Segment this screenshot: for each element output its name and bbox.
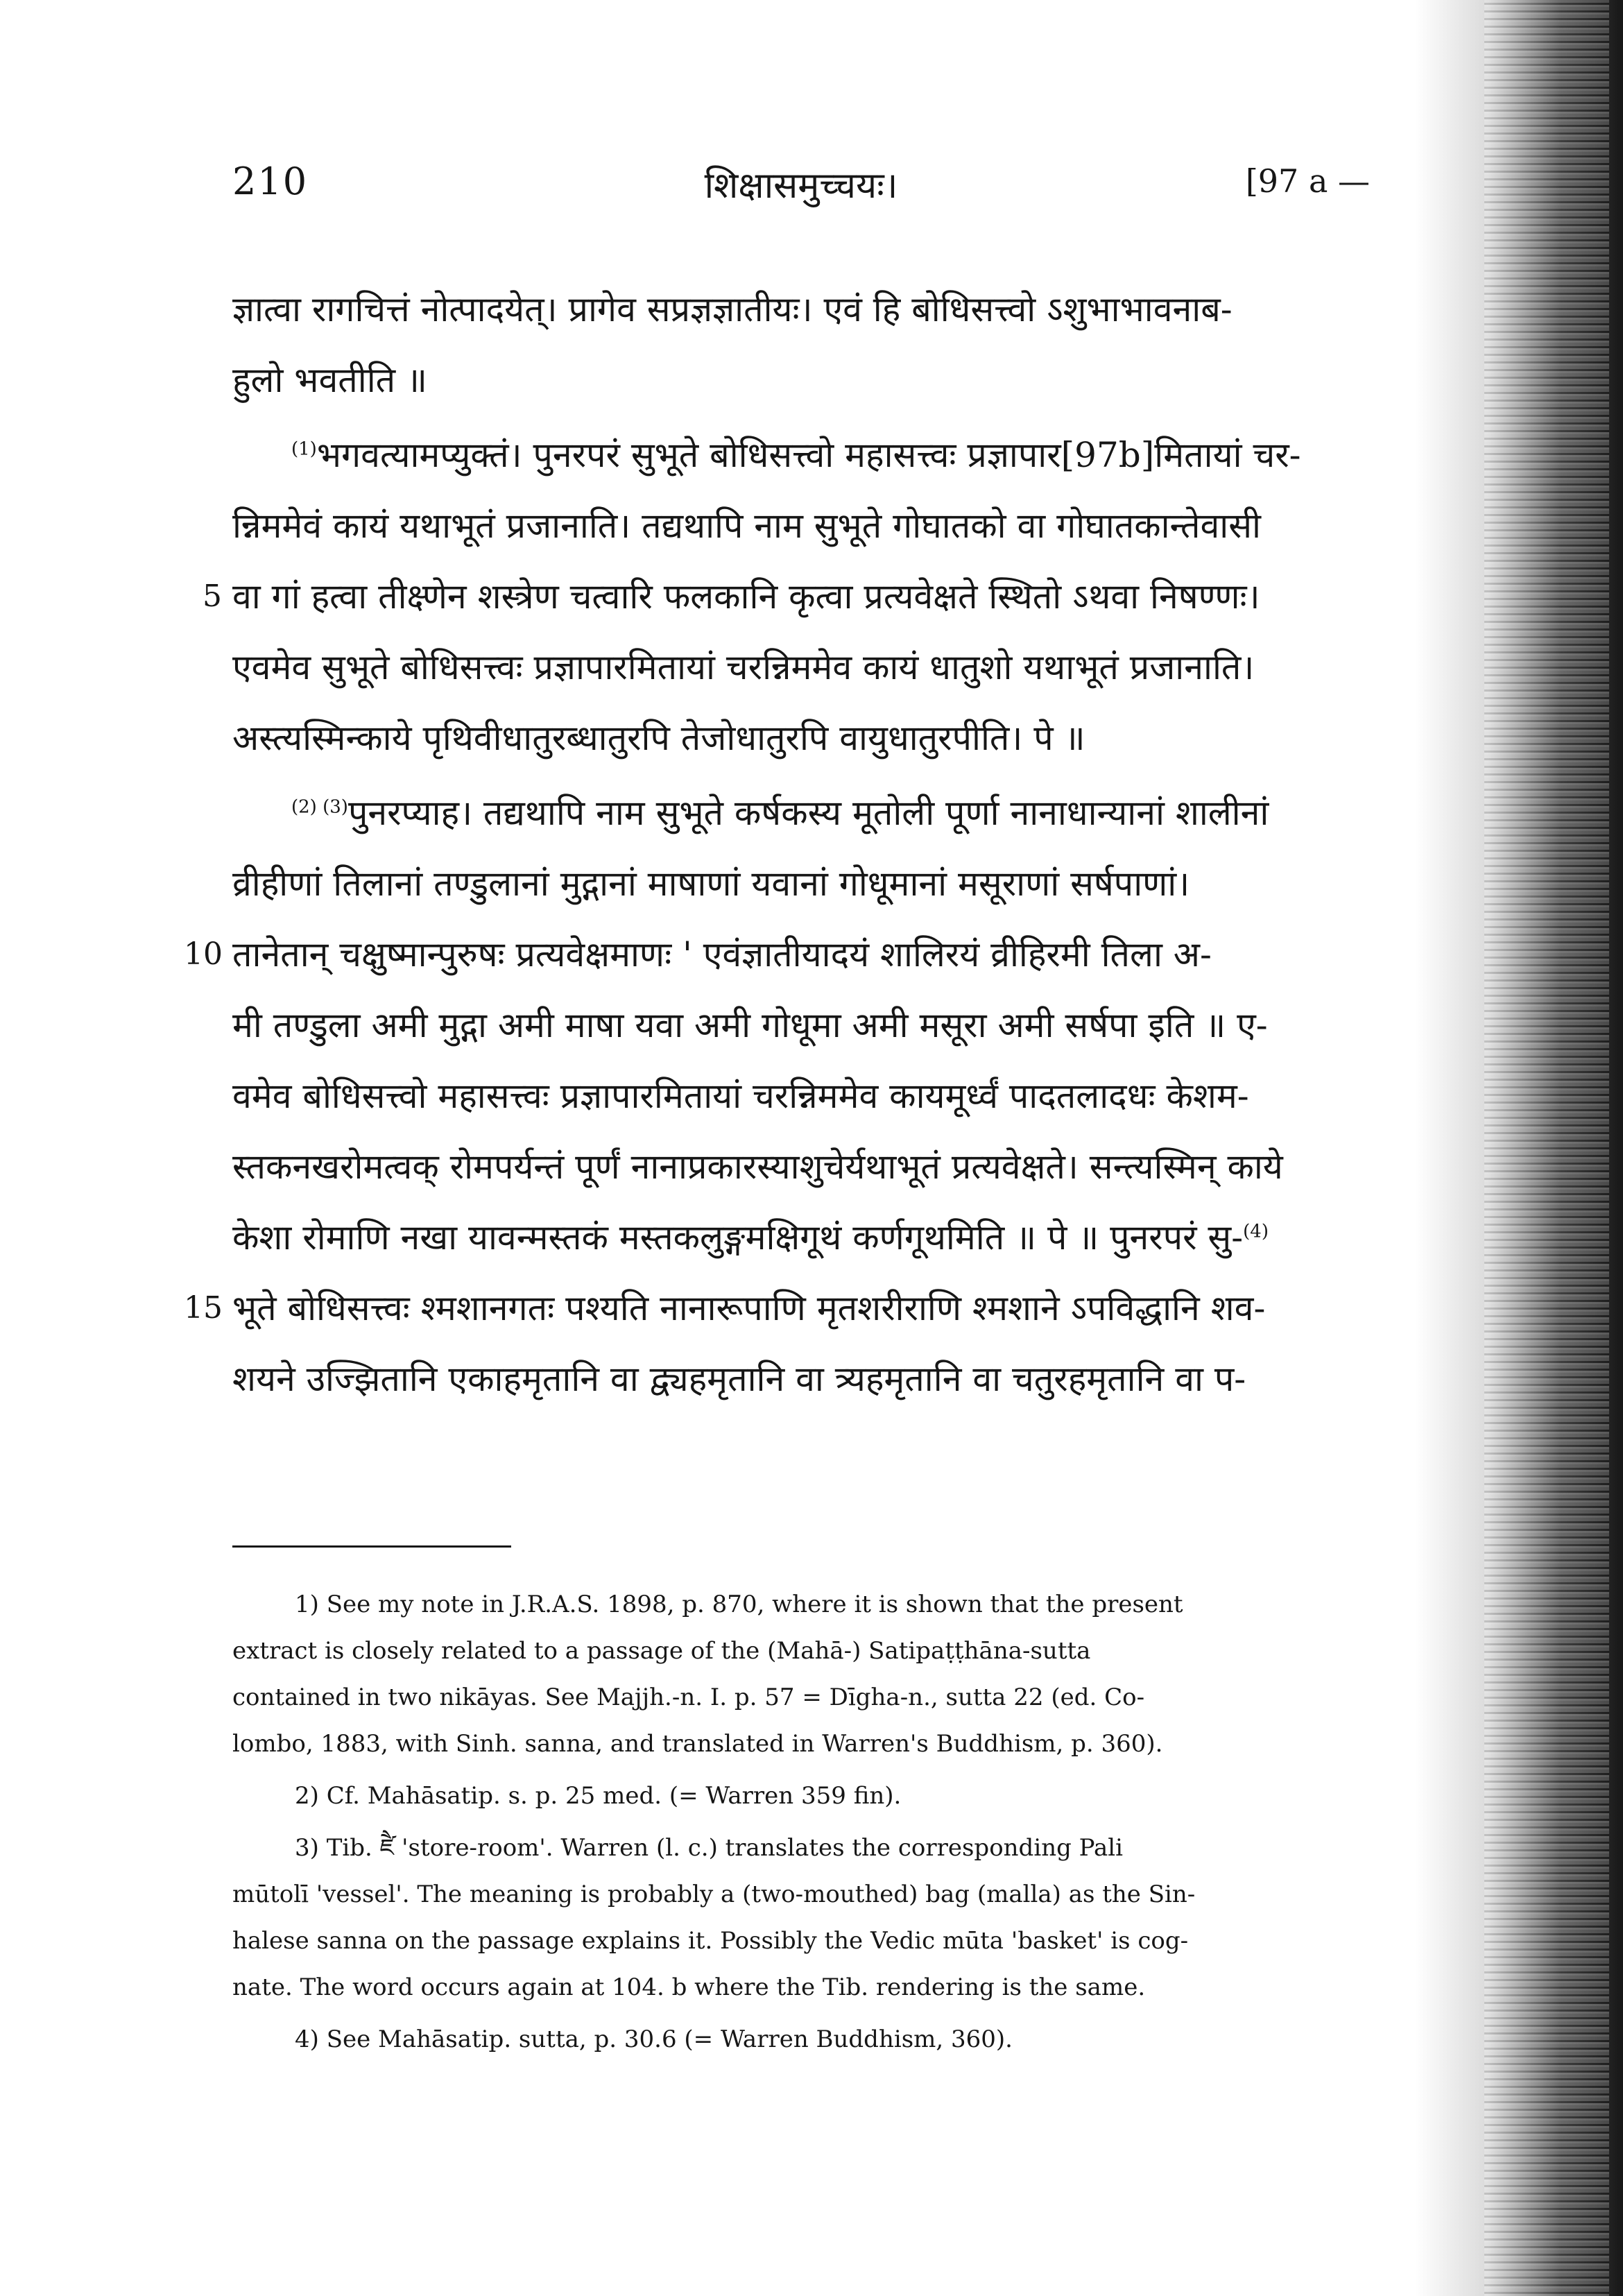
text-line	[232, 703, 1370, 773]
footnote-line: lombo, 1883, with Sinh. sanna, and translated in Warren's Buddhism, p. 360).	[232, 1730, 1163, 1758]
footnote-line: halese sanna on the passage explains it. Possibly the Vedic mūta 'basket' is cog-	[232, 1927, 1189, 1955]
line-number: 10	[184, 936, 223, 972]
line-number: 15	[184, 1290, 223, 1326]
page-number: 210	[232, 160, 309, 203]
section-marker: [97 a —	[1245, 162, 1370, 200]
footnote-ref: (2) (3)	[291, 796, 348, 818]
text-line	[232, 274, 1370, 345]
text-line	[232, 632, 1370, 703]
line-text: तानेतान् चक्षुष्मान्पुरुषः प्रत्यवेक्षमाणः ' एवंज्ञातीयादयं शालिरयं व्रीहिरमी तिला अ-	[232, 934, 1212, 975]
line-text: ज्ञात्वा रागचित्तं नोत्पादयेत्। प्रागेव सप्रज्ञज्ञातीयः। एवं हि बोधिसत्त्वो ऽशुभाभावनाब-	[232, 289, 1233, 329]
footnotes	[232, 1582, 1370, 2063]
footnote-line: 4) See Mahāsatip. sutta, p. 30.6 (= Warren Buddhism, 360).	[295, 2025, 1013, 2053]
line-text: वा गां हत्वा तीक्ष्णेन शस्त्रेण चत्वारि फलकानि कृत्वा प्रत्यवेक्षते स्थितो ऽथवा निषण्णः।	[232, 576, 1260, 617]
footnote-line: mūtolī 'vessel'. The meaning is probably a (two-mouthed) bag (malla) as the Sin-	[232, 1881, 1196, 1908]
text-line	[232, 420, 1370, 490]
page-header	[232, 160, 1370, 215]
footnote-ref: (4)	[1243, 1221, 1269, 1242]
line-text: शयने उज्झितानि एकाहमृतानि वा द्व्यहमृतानि वा त्र्यहमृतानि वा चतुरहमृतानि वा प-	[232, 1359, 1246, 1399]
footnote-line: nate. The word occurs again at 104. b where the Tib. rendering is the same.	[232, 1973, 1146, 2001]
text-line	[184, 1273, 1370, 1344]
text-line	[232, 1344, 1370, 1414]
text-line	[232, 1202, 1370, 1273]
footnote-1	[232, 1582, 1370, 1767]
text-line	[203, 561, 1370, 632]
footnote-line: 1) See my note in J.R.A.S. 1898, p. 870, where it is shown that the present	[295, 1591, 1183, 1618]
line-text: वमेव बोधिसत्त्वो महासत्त्वः प्रज्ञापारमितायां चरन्निममेव कायमूर्ध्वं पादतलादधः केशम-	[232, 1076, 1249, 1116]
scan-edge-texture	[1484, 0, 1609, 2296]
footnote-ref: (1)	[291, 438, 317, 460]
text-line	[232, 345, 1370, 415]
line-text: एवमेव सुभूते बोधिसत्त्वः प्रज्ञापारमितायां चरन्निममेव कायं धातुशो यथाभूतं प्रजानाति।	[232, 647, 1255, 687]
text-line	[184, 919, 1370, 990]
line-text: हुलो भवतीति ॥	[232, 360, 427, 400]
line-text: अस्त्यस्मिन्काये पृथिवीधातुरब्धातुरपि तेजोधातुरपि वायुधातुरपीति। पे ॥	[232, 718, 1085, 758]
line-text: स्तकनखरोमत्वक् रोमपर्यन्तं पूर्णं नानाप्रकारस्याशुचेर्यथाभूतं प्रत्यवेक्षते। सन्त्यस्मिन् काये	[232, 1147, 1283, 1187]
text-line	[232, 490, 1370, 561]
footnote-line: 3) Tib. ཛཻ 'store-room'. Warren (l. c.) translates the corresponding Pali	[295, 1834, 1124, 1862]
footnote-divider	[232, 1545, 511, 1548]
main-text	[184, 274, 1370, 1414]
footnote-line: extract is closely related to a passage of the (Mahā-) Satipaṭṭhāna-sutta	[232, 1637, 1091, 1665]
footnote-4	[232, 2016, 1370, 2063]
footnote-3	[232, 1825, 1370, 2011]
line-text: व्रीहीणां तिलानां तण्डुलानां मुद्गानां माषाणां यवानां गोधूमानां मसूराणां सर्षपाणां।	[232, 864, 1190, 904]
line-text: केशा रोमाणि नखा यावन्मस्तकं मस्तकलुङ्गमक्षिगूथं कर्णगूथमिति ॥ पे ॥ पुनरपरं सु-	[232, 1217, 1244, 1258]
line-text: भगवत्यामप्युक्तं। पुनरपरं सुभूते बोधिसत्त्वो महासत्त्वः प्रज्ञापार[97b]मितायां चर-	[316, 435, 1301, 475]
text-line	[232, 990, 1370, 1061]
line-text: भूते बोधिसत्त्वः श्मशानगतः पश्यति नानारूपाणि मृतशरीराणि श्मशाने ऽपविद्धानि शव-	[232, 1288, 1266, 1328]
footnote-line: 2) Cf. Mahāsatip. s. p. 25 med. (= Warren 359 fin).	[295, 1782, 902, 1810]
line-text: पुनरप्याह। तद्यथापि नाम सुभूते कर्षकस्य मूतोली पूर्णा नानाधान्यानां शालीनां	[347, 793, 1269, 833]
line-number: 5	[203, 579, 222, 614]
footnote-2	[232, 1773, 1370, 1819]
footnote-line: contained in two nikāyas. See Majjh.-n. I. p. 57 = Dīgha-n., sutta 22 (ed. Co-	[232, 1684, 1145, 1711]
text-line	[232, 1061, 1370, 1131]
line-text: मी तण्डुला अमी मुद्गा अमी माषा यवा अमी गोधूमा अमी मसूरा अमी सर्षपा इति ॥ ए-	[232, 1005, 1268, 1045]
text-line	[232, 778, 1370, 848]
text-line	[232, 1131, 1370, 1202]
running-title: शिक्षासमुच्चयः।	[704, 165, 898, 207]
text-line	[232, 848, 1370, 919]
line-text: न्निममेवं कायं यथाभूतं प्रजानाति। तद्यथापि नाम सुभूते गोघातको वा गोघातकान्तेवासी	[232, 506, 1261, 546]
